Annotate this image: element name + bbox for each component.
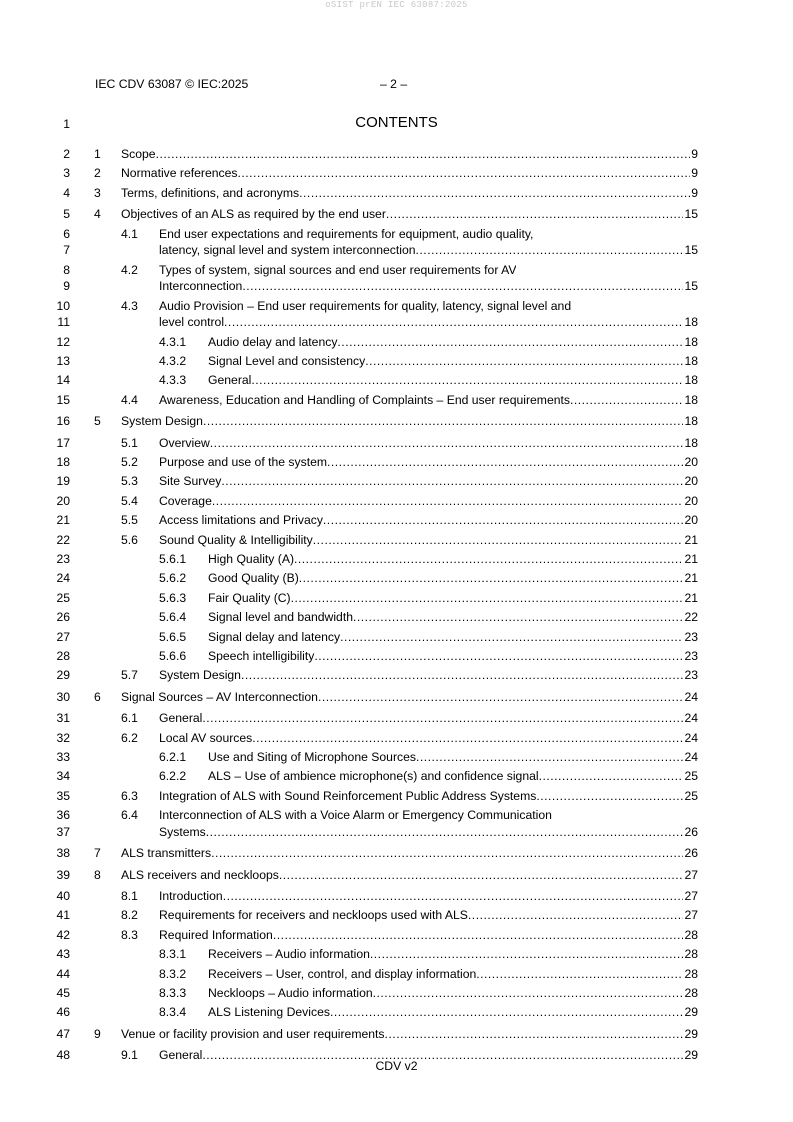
dot-leader (416, 243, 684, 257)
dot-leader (203, 414, 683, 428)
section-title: Introduction (159, 889, 223, 903)
line-number: 21 (56, 513, 70, 528)
dot-leader (365, 354, 683, 368)
line-number: 14 (56, 373, 70, 388)
page-number: 28 (684, 986, 698, 1000)
dot-leader (202, 711, 683, 725)
toc-entry[interactable] (0, 354, 793, 371)
section-title: latency, signal level and system interconnection (159, 243, 416, 258)
section-title: Types of system, signal sources and end user requirements for AV (159, 262, 517, 277)
toc-entry[interactable] (0, 1005, 793, 1022)
dot-leader (330, 1005, 683, 1019)
line-number: 18 (56, 455, 70, 469)
footer-version: CDV v2 (375, 1059, 418, 1073)
toc-entry[interactable] (0, 630, 793, 647)
dot-leader (536, 789, 683, 803)
line-number: 38 (56, 846, 70, 861)
section-title: General (159, 711, 203, 726)
line-number: 12 (56, 334, 70, 349)
toc-entry[interactable] (0, 750, 793, 767)
toc-entry[interactable] (0, 846, 793, 863)
page-number: 25 (684, 788, 698, 803)
page-number: 28 (684, 947, 698, 962)
section-title: Signal Level and consistency (208, 354, 366, 368)
line-number: 27 (56, 629, 70, 644)
section-title: Required Information (159, 927, 273, 942)
section-number: 4.3 (121, 298, 138, 313)
page-number: 24 (684, 689, 698, 704)
section-number: 4.4 (121, 392, 138, 407)
section-title: Purpose and use of the system (159, 455, 328, 469)
line-number: 28 (56, 649, 70, 663)
page-number: 27 (684, 867, 698, 882)
section-number: 8.2 (121, 908, 138, 923)
toc-entry[interactable] (0, 986, 793, 1003)
section-number: 5.6.5 (159, 629, 187, 644)
section-number: 5 (94, 414, 101, 429)
dot-leader (223, 889, 684, 903)
page-number: 18 (684, 354, 698, 368)
section-number: 5.2 (121, 455, 138, 469)
section-number: 4.3.3 (159, 373, 187, 388)
page-title: CONTENTS (355, 114, 438, 131)
section-number: 6.2 (121, 730, 138, 745)
section-title: Terms, definitions, and acronyms (121, 185, 300, 200)
section-number: 5.1 (121, 435, 138, 450)
section-title: Sound Quality & Intelligibility (159, 532, 313, 547)
line-number: 19 (56, 474, 70, 489)
section-title: System Design (159, 668, 241, 683)
dot-leader (385, 1027, 684, 1041)
section-title: Local AV sources (159, 730, 253, 745)
toc-entry[interactable] (0, 789, 793, 806)
section-title: Site Survey (159, 474, 222, 489)
dot-leader (318, 690, 684, 704)
page-number: 26 (684, 846, 698, 861)
toc-entry[interactable] (0, 513, 793, 530)
dot-leader (224, 315, 683, 329)
page-number: 18 (684, 392, 698, 407)
page-number: 22 (684, 610, 698, 625)
dot-leader (221, 474, 683, 488)
toc-entry[interactable] (0, 711, 793, 728)
page-number: 23 (684, 668, 698, 683)
section-title: Neckloops – Audio information (208, 986, 373, 1000)
line-number: 31 (56, 711, 70, 726)
section-number: 6.4 (121, 808, 138, 823)
line-number: 2 (63, 147, 70, 161)
page-number: 29 (684, 1005, 698, 1020)
page-number: 23 (684, 629, 698, 644)
section-number: 1 (94, 147, 101, 161)
page-number: 15 (684, 279, 698, 294)
section-title: Audio Provision – End user requirements for quality, latency, signal level and (159, 298, 572, 313)
toc-entry[interactable] (0, 335, 793, 352)
toc-entry[interactable] (0, 690, 793, 707)
toc-entry[interactable] (0, 1027, 793, 1044)
section-number: 8.3.2 (159, 966, 187, 981)
line-number: 45 (56, 986, 70, 1000)
section-number: 8.3 (121, 927, 138, 942)
section-number: 8.1 (121, 889, 138, 903)
dot-leader (539, 769, 684, 783)
line-number: 17 (56, 435, 70, 450)
line-number: 43 (56, 947, 70, 962)
header-page-number: – 2 – (380, 77, 408, 91)
toc-entry[interactable] (0, 186, 793, 203)
line-number: 40 (56, 889, 70, 903)
toc-entry[interactable] (0, 393, 793, 410)
page-number: 24 (684, 750, 698, 764)
dot-leader (241, 668, 683, 682)
page-number: 18 (684, 435, 698, 450)
line-number: 41 (56, 908, 70, 923)
section-title: Interconnection (159, 279, 243, 294)
page-number: 18 (684, 414, 698, 429)
section-number: 5.6.6 (159, 649, 187, 663)
section-number: 8.3.3 (159, 986, 187, 1000)
page-number: 24 (684, 730, 698, 745)
section-number: 4.3.1 (159, 334, 187, 349)
section-number: 5.6.3 (159, 590, 187, 605)
section-number: 8.3.1 (159, 947, 187, 962)
line-number: 11 (57, 315, 70, 330)
page-number: 15 (684, 243, 698, 258)
toc-entry[interactable] (0, 668, 793, 685)
toc-entry[interactable] (0, 147, 793, 164)
line-number: 26 (56, 610, 70, 625)
toc-entry[interactable] (0, 808, 793, 841)
section-number: 4.1 (121, 226, 138, 241)
page-number: 21 (684, 590, 698, 605)
dot-leader (468, 908, 684, 922)
section-number: 6.1 (121, 711, 138, 726)
page-number: 24 (684, 711, 698, 726)
line-number: 39 (56, 867, 70, 882)
line-number: 22 (56, 532, 70, 547)
section-title: Systems (159, 824, 206, 839)
header-document-id: IEC CDV 63087 © IEC:2025 (95, 77, 249, 91)
line-number: 30 (56, 689, 70, 704)
dot-leader (273, 928, 684, 942)
page-number: 27 (684, 908, 698, 923)
section-number: 5.6 (121, 532, 138, 547)
section-title: Scope (121, 147, 156, 161)
page-number: 26 (684, 824, 698, 839)
dot-leader (416, 750, 683, 764)
toc-entry[interactable] (0, 967, 793, 984)
toc-entry[interactable] (0, 299, 793, 332)
page-number: 9 (691, 166, 698, 181)
section-number: 6.2.2 (159, 769, 187, 784)
section-number: 9 (94, 1026, 101, 1041)
dot-leader (570, 393, 683, 407)
page-number: 21 (684, 552, 698, 566)
section-title: Use and Siting of Microphone Sources (208, 750, 416, 764)
page-number: 9 (691, 185, 698, 200)
dot-leader (314, 649, 683, 663)
section-number: 5.6.4 (159, 610, 187, 625)
line-number: 44 (56, 966, 70, 981)
toc-entry[interactable] (0, 928, 793, 945)
section-number: 6.3 (121, 788, 138, 803)
section-number: 4.2 (121, 262, 138, 277)
line-number: 4 (63, 185, 70, 200)
section-title: Signal level and bandwidth (208, 610, 354, 625)
section-title: ALS receivers and neckloops (121, 867, 279, 882)
section-title: Normative references (121, 166, 238, 181)
section-title: Good Quality (B) (208, 571, 299, 586)
dot-leader (156, 147, 691, 161)
line-number: 3 (63, 166, 70, 181)
toc-entry[interactable] (0, 731, 793, 748)
toc-entry[interactable] (0, 227, 793, 260)
line-number: 24 (56, 571, 70, 586)
page-number: 29 (684, 1048, 698, 1063)
page-number: 18 (684, 373, 698, 388)
line-number: 23 (56, 552, 70, 566)
section-title: High Quality (A) (208, 552, 295, 566)
page-number: 20 (684, 474, 698, 489)
dot-leader (386, 207, 684, 221)
dot-leader (294, 552, 683, 566)
dot-leader (337, 335, 683, 349)
line-number: 16 (56, 414, 70, 429)
page-number: 25 (684, 769, 698, 784)
section-title: Access limitations and Privacy (159, 513, 323, 528)
section-number: 5.6.2 (159, 571, 187, 586)
page-number: 20 (684, 493, 698, 508)
section-title: Overview (159, 435, 210, 450)
toc-entry[interactable] (0, 552, 793, 569)
line-number: 37 (56, 824, 70, 839)
section-title: Awareness, Education and Handling of Complaints – End user requirements (159, 392, 571, 407)
dot-leader (279, 868, 684, 882)
section-number: 8 (94, 867, 101, 882)
line-number: 10 (56, 298, 70, 313)
toc-entry[interactable] (0, 571, 793, 588)
toc-entry[interactable] (0, 947, 793, 964)
toc-entry[interactable] (0, 610, 793, 627)
dot-leader (238, 166, 691, 180)
section-number: 3 (94, 185, 101, 200)
section-title: Signal delay and latency (208, 629, 341, 644)
line-number: 8 (63, 262, 70, 277)
section-title: Signal Sources – AV Interconnection (121, 689, 318, 704)
section-title: Coverage (159, 493, 212, 508)
toc-entry[interactable] (0, 769, 793, 786)
page-number: 29 (684, 1026, 698, 1041)
dot-leader (340, 630, 683, 644)
page-number: 28 (684, 927, 698, 942)
toc-entry[interactable] (0, 207, 793, 224)
section-title: Requirements for receivers and neckloops used with ALS (159, 908, 468, 923)
line-number: 47 (56, 1026, 70, 1041)
section-title: Receivers – Audio information (208, 947, 370, 962)
toc-entry[interactable] (0, 414, 793, 431)
section-title: Interconnection of ALS with a Voice Alarm or Emergency Communication (159, 808, 552, 823)
toc-entry[interactable] (0, 436, 793, 453)
section-number: 4.3.2 (159, 354, 187, 368)
page-number: 18 (684, 334, 698, 349)
section-number: 8.3.4 (159, 1005, 187, 1020)
line-number: 33 (56, 750, 70, 764)
section-number: 5.4 (121, 493, 138, 508)
section-title: General (159, 1048, 203, 1063)
section-title: level control (159, 315, 225, 330)
line-number: 48 (56, 1048, 70, 1063)
toc-entry[interactable] (0, 908, 793, 925)
section-title: ALS Listening Devices (208, 1005, 330, 1020)
page-number: 28 (684, 966, 698, 981)
dot-leader (252, 731, 683, 745)
toc-entry[interactable] (0, 373, 793, 390)
section-number: 6 (94, 689, 101, 704)
toc-entry[interactable] (0, 591, 793, 608)
line-number: 13 (56, 354, 70, 368)
line-number: 7 (63, 243, 70, 258)
line-number: 6 (63, 226, 70, 241)
toc-entry[interactable] (0, 868, 793, 885)
dot-leader (251, 373, 683, 387)
section-title: Venue or facility provision and user requirements (121, 1026, 385, 1041)
line-number: 1 (63, 117, 70, 131)
line-number: 42 (56, 927, 70, 942)
dot-leader (313, 533, 684, 547)
line-number: 20 (56, 493, 70, 508)
section-title: Fair Quality (C) (208, 590, 291, 605)
page-number: 23 (684, 649, 698, 663)
dot-leader (291, 591, 684, 605)
section-title: ALS – Use of ambience microphone(s) and confidence signal (208, 769, 539, 784)
page-number: 20 (684, 455, 698, 469)
section-number: 5.3 (121, 474, 138, 489)
section-title: Audio delay and latency (208, 334, 338, 349)
section-title: General (208, 373, 252, 388)
line-number: 46 (56, 1005, 70, 1020)
dot-leader (327, 455, 683, 469)
line-number: 29 (56, 668, 70, 683)
page-number: 18 (684, 315, 698, 330)
section-number: 5.5 (121, 513, 138, 528)
line-number: 36 (56, 808, 70, 823)
dot-leader (212, 494, 684, 508)
watermark: oSIST prEN IEC 63087:2025 (325, 0, 468, 10)
dot-leader (242, 279, 683, 293)
line-number: 9 (63, 279, 70, 294)
section-title: Speech intelligibility (208, 649, 315, 663)
section-title: ALS transmitters (121, 846, 212, 861)
page-number: 21 (684, 532, 698, 547)
dot-leader (353, 610, 683, 624)
dot-leader (299, 186, 690, 200)
toc-entry[interactable] (0, 494, 793, 511)
section-number: 2 (94, 166, 101, 181)
line-number: 5 (63, 207, 70, 222)
dot-leader (323, 513, 684, 527)
section-title: End user expectations and requirements for equipment, audio quality, (159, 226, 534, 241)
section-number: 7 (94, 846, 101, 861)
toc-entry[interactable] (0, 649, 793, 666)
section-number: 5.6.1 (159, 552, 187, 566)
page-number: 9 (691, 147, 698, 161)
page-number: 20 (684, 513, 698, 528)
toc-entry[interactable] (0, 166, 793, 183)
line-number: 34 (56, 769, 70, 784)
section-title: Objectives of an ALS as required by the end user (121, 207, 386, 222)
dot-leader (373, 986, 684, 1000)
line-number: 15 (56, 392, 70, 407)
page-number: 15 (684, 207, 698, 222)
line-number: 32 (56, 730, 70, 745)
section-title: Receivers – User, control, and display information (208, 966, 477, 981)
section-title: System Design (121, 414, 203, 429)
page-number: 27 (684, 889, 698, 903)
line-number: 25 (56, 590, 70, 605)
dot-leader (370, 947, 684, 961)
dot-leader (206, 825, 684, 839)
toc-entry[interactable] (0, 263, 793, 296)
section-number: 9.1 (121, 1048, 138, 1063)
toc-entry[interactable] (0, 455, 793, 472)
dot-leader (476, 967, 683, 981)
line-number: 35 (56, 788, 70, 803)
dot-leader (211, 846, 683, 860)
section-title: Integration of ALS with Sound Reinforcement Public Address Systems (159, 788, 537, 803)
toc-entry[interactable] (0, 889, 793, 906)
section-number: 4 (94, 207, 101, 222)
section-number: 5.7 (121, 668, 138, 683)
toc-entry[interactable] (0, 474, 793, 491)
dot-leader (299, 571, 684, 585)
section-number: 6.2.1 (159, 750, 187, 764)
dot-leader (210, 436, 684, 450)
toc-entry[interactable] (0, 533, 793, 550)
page-number: 21 (684, 571, 698, 586)
